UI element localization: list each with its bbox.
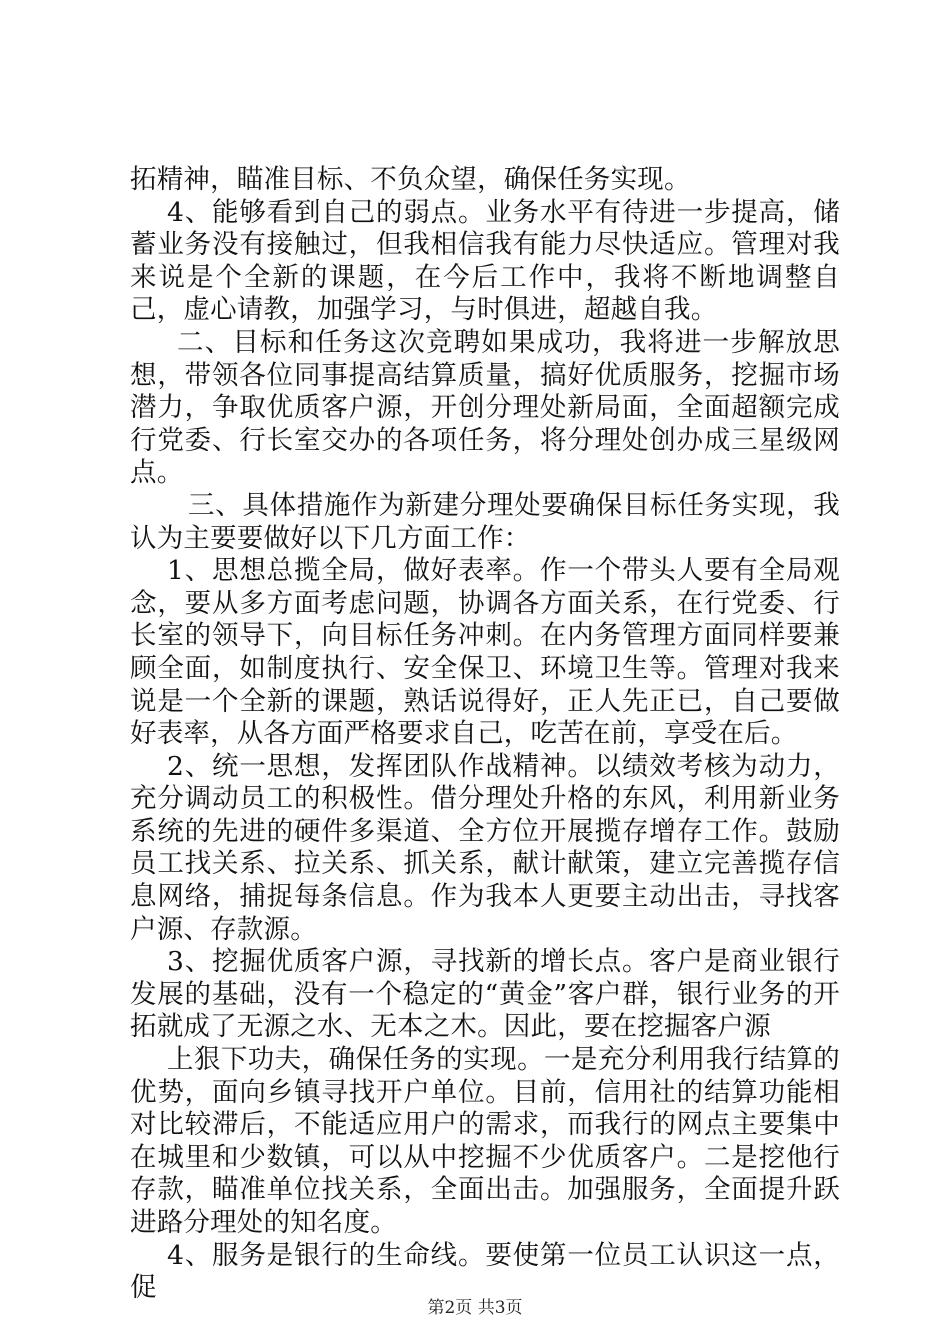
paragraph-measure-1: 1、思想总揽全局，做好表率。作一个带头人要有全局观念，要从多方面考虑问题，协调各方面关系，在行党委、行长室的领导下，向目标任务冲刺。在内务管理方面同样要兼顾全面，如制度执行、安全保卫、环境卫生等。管理对我来说是一个全新的课题，熟话说得好，正人先正已，自己要做好表率，从各方面严格要求自己，吃苦在前，享受在后。 [130,555,840,750]
paragraph-goals: 二、目标和任务这次竞聘如果成功，我将进一步解放思想，带领各位同事提高结算质量，搞好优质服务，挖掘市场潜力，争取优质客户源，开创分理处新局面，全面超额完成行党委、行长室交办的各项任务，将分理处创办成三星级网点。 [130,326,840,489]
document-body [130,164,840,1305]
paragraph-measure-2: 2、统一思想，发挥团队作战精神。以绩效考核为动力，充分调动员工的积极性。借分理处升格的东风，利用新业务系统的先进的硬件多渠道、全方位开展揽存增存工作。鼓励员工找关系、拉关系、抓关系，献计献策，建立完善揽存信息网络，捕捉每条信息。作为我本人更要主动出击，寻找客户源、存款源。 [130,750,840,945]
page-number: 第2页 共3页 [427,1298,523,1318]
paragraph-weakness: 4、能够看到自己的弱点。业务水平有待进一步提高，储蓄业务没有接触过，但我相信我有能力尽快适应。管理对我来说是个全新的课题，在今后工作中，我将不断地调整自己，虚心请教，加强学习，与时俱进，超越自我。 [130,196,840,326]
paragraph-measure-3-cont: 上狠下功夫，确保任务的实现。一是充分利用我行结算的优势，面向乡镇寻找开户单位。目前，信用社的结算功能相对比较滞后，不能适应用户的需求，而我行的网点主要集中在城里和少数镇，可以从中挖掘不少优质客户。二是挖他行存款，瞄准单位找关系，全面出击。加强服务，全面提升跃进路分理处的知名度。 [130,1044,840,1238]
paragraph-measure-4: 4、服务是银行的生命线。要使第一位员工认识这一点，促 [130,1239,840,1304]
paragraph-measures: 三、具体措施作为新建分理处要确保目标任务实现，我认为主要要做好以下几方面工作： [130,489,840,554]
paragraph-measure-3: 3、挖掘优质客户源，寻找新的增长点。客户是商业银行发展的基础，没有一个稳定的“黄金”客户群，银行业务的开拓就成了无源之水、无本之木。因此，要在挖掘客户源 [130,946,840,1043]
paragraph-continuation: 拓精神，瞄准目标、不负众望，确保任务实现。 [130,164,691,195]
